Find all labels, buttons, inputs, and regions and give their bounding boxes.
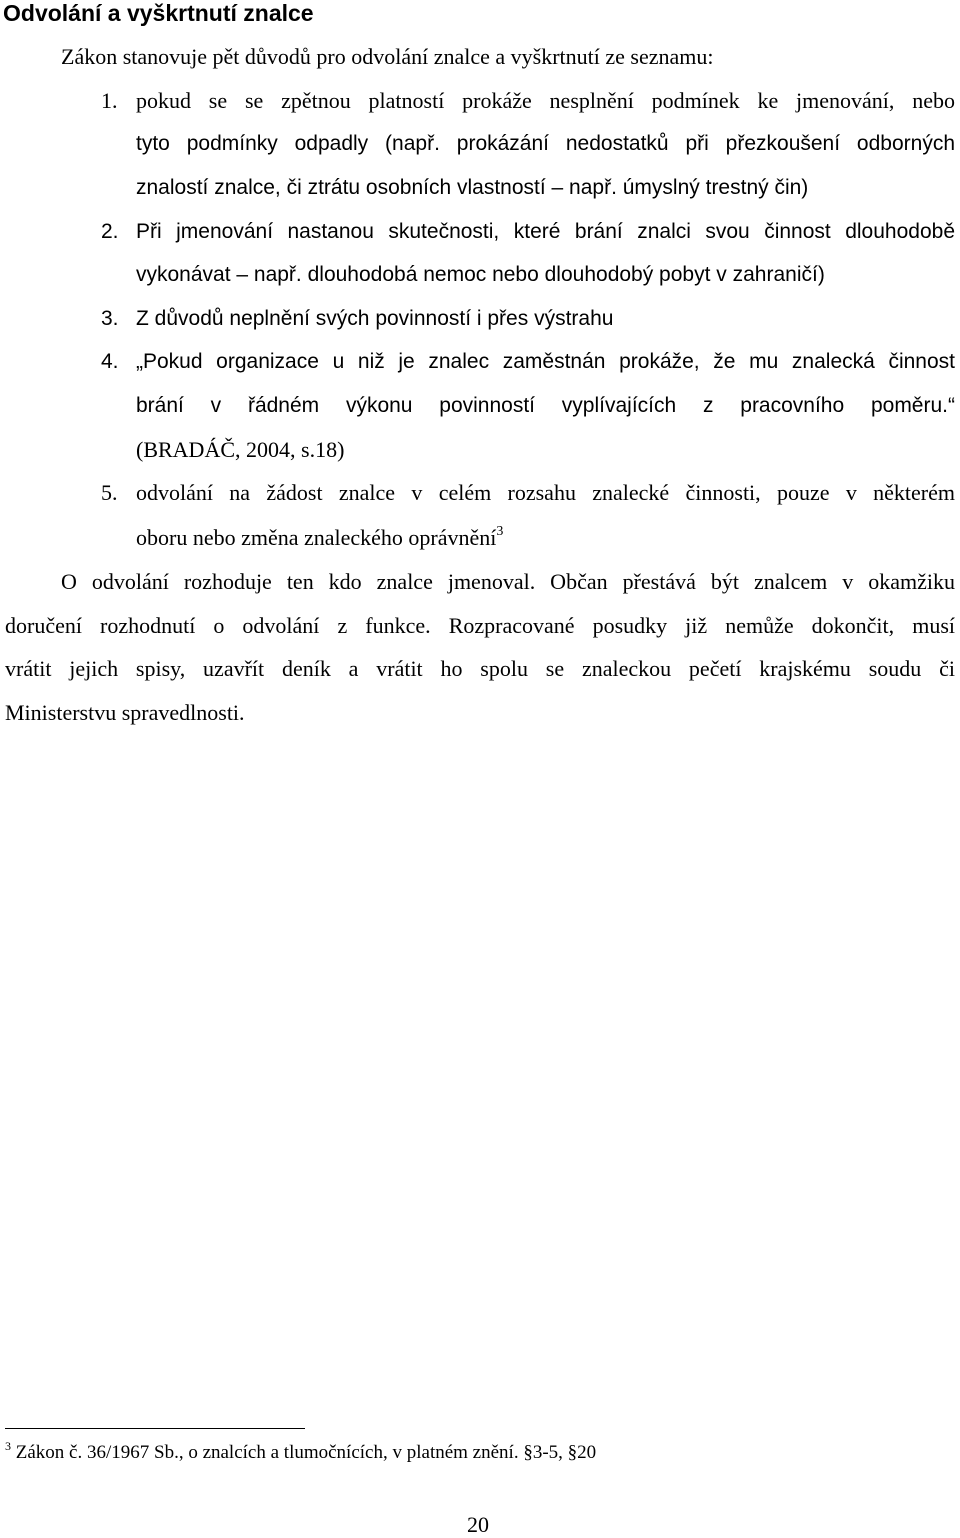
paragraph-line-4: Ministerstvu spravedlnosti. <box>5 700 245 725</box>
list-item-1-line-2 <box>136 130 955 158</box>
list-item-1-line-3: znalostí znalce, či ztrátu osobních vlastností – např. úmyslný trestný čin) <box>136 176 809 199</box>
footnote-number: 3 <box>5 1439 11 1453</box>
list-item-1-number: 1. <box>101 88 118 113</box>
list-item-1-line-1-text: pokud se se zpětnou platností prokáže nesplnění podmínek ke jmenování, nebo <box>136 88 955 113</box>
list-item-1-line-1 <box>136 87 955 115</box>
list-item-5-line-1 <box>136 479 955 507</box>
list-item-4-line-1 <box>136 348 955 376</box>
list-item-2-line-2: vykonávat – např. dlouhodobá nemoc nebo dlouhodobý pobyt v zahraničí) <box>136 263 825 286</box>
list-item-3-number: 3. <box>101 307 119 330</box>
list-item-4-line-3: (BRADÁČ, 2004, s.18) <box>136 437 345 462</box>
list-item-1-line-2-text: tyto podmínky odpadly (např. prokázání nedostatků při přezkoušení odborných <box>136 132 955 155</box>
list-item-4-number: 4. <box>101 350 119 373</box>
intro-text: Zákon stanovuje pět důvodů pro odvolání znalce a vyškrtnutí ze seznamu: <box>61 44 714 69</box>
paragraph-line-3-text: vrátit jejich spisy, uzavřít deník a vrátit ho spolu se znaleckou pečetí krajskému soudu či <box>5 656 955 681</box>
list-item-2-number: 2. <box>101 220 119 243</box>
list-item-5-line-2 <box>136 524 503 552</box>
list-item-4-line-2-text: brání v řádném výkonu povinností vyplívajících z pracovního poměru.“ <box>136 394 955 417</box>
list-item-2-line-1 <box>136 218 955 246</box>
page-number: 20 <box>467 1512 489 1537</box>
paragraph-line-3 <box>5 655 955 683</box>
footnote-text: Zákon č. 36/1967 Sb., o znalcích a tlumočnících, v platném znění. §3-5, §20 <box>15 1442 597 1463</box>
list-item-5-line-2-text: oboru nebo změna znaleckého oprávnění <box>136 525 497 550</box>
list-item-5-line-1-text: odvolání na žádost znalce v celém rozsahu znalecké činnosti, pouze v některém <box>136 480 955 505</box>
footnote-separator <box>5 1428 305 1429</box>
footnote-reference: 3 <box>496 524 504 539</box>
paragraph-line-2 <box>5 612 955 640</box>
paragraph-line-2-text: doručení rozhodnutí o odvolání z funkce. Rozpracované posudky již nemůže dokončit, musí <box>5 613 955 638</box>
section-heading: Odvolání a vyškrtnutí znalce <box>3 0 314 26</box>
list-item-3-line-1: Z důvodů neplnění svých povinností i přes výstrahu <box>136 307 614 330</box>
paragraph-line-1 <box>61 568 955 596</box>
list-item-2-line-1-text: Při jmenování nastanou skutečnosti, které brání znalci svou činnost dlouhodobě <box>136 220 955 243</box>
list-item-4-line-1-text: „Pokud organizace u niž je znalec zaměstnán prokáže, že mu znalecká činnost <box>136 350 955 373</box>
footnote <box>5 1441 596 1465</box>
paragraph-line-1-text: O odvolání rozhoduje ten kdo znalce jmenoval. Občan přestává být znalcem v okamžiku <box>61 569 955 594</box>
list-item-4-line-2 <box>136 392 955 420</box>
list-item-5-number: 5. <box>101 480 118 505</box>
